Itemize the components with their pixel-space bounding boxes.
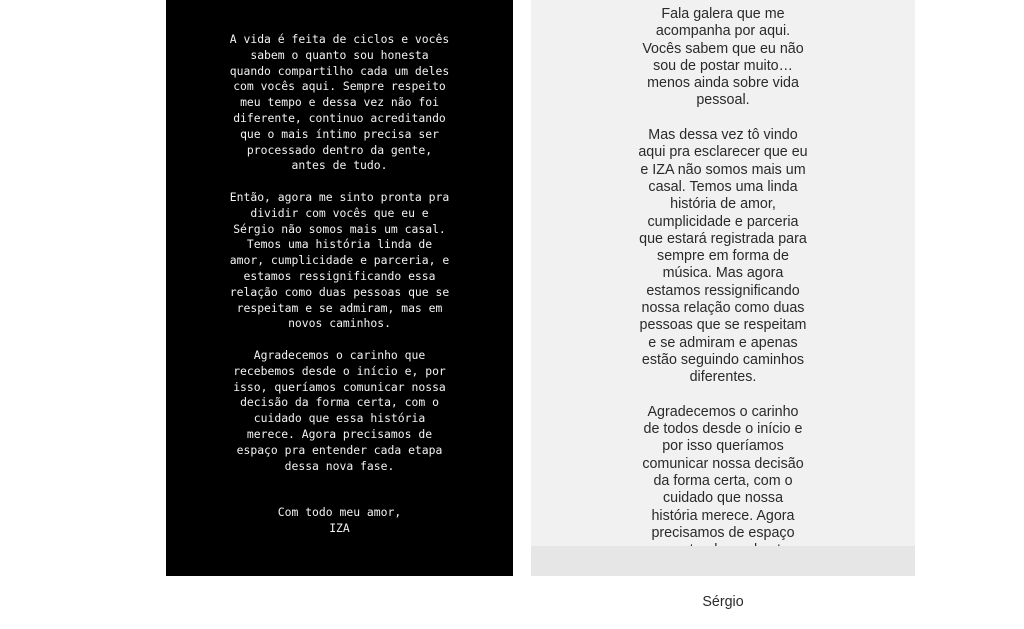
text-line: A vida é feita de ciclos e vocês bbox=[229, 32, 450, 46]
text-line: e IZA não somos mais um bbox=[640, 161, 806, 178]
text-line: amor, cumplicidade e parceria, e bbox=[229, 253, 450, 268]
text-line: e se admiram e apenas bbox=[648, 334, 798, 351]
text-line: história merece. Agora bbox=[651, 507, 795, 524]
text-line: comunicar nossa decisão bbox=[642, 455, 804, 472]
text-line: estão seguindo caminhos bbox=[641, 351, 805, 368]
signature-name: Sérgio bbox=[702, 594, 744, 611]
text-line: sabem o quanto sou honesta bbox=[250, 47, 429, 62]
text-line: cuidado que essa história bbox=[253, 411, 426, 426]
text-line: dessa nova fase. bbox=[284, 458, 395, 473]
signoff-line: Com todo meu amor, bbox=[277, 505, 402, 520]
text-line: Sérgio não somos mais um casal. bbox=[233, 221, 446, 236]
text-line: merece. Agora precisamos de bbox=[246, 426, 433, 441]
text-line: com vocês aqui. Sempre respeito bbox=[233, 79, 446, 94]
text-line: dividir com vocês que eu e bbox=[250, 205, 429, 220]
text-line: processado dentro da gente, bbox=[246, 142, 433, 157]
text-line: Fala galera que me bbox=[661, 6, 785, 22]
text-line: sou de postar muito… bbox=[653, 57, 793, 74]
text-line: estamos ressignificando bbox=[646, 282, 800, 299]
text-line: novos caminhos. bbox=[288, 316, 391, 331]
text-line: Mas dessa vez tô vindo bbox=[648, 127, 798, 144]
sergio-story-text bbox=[531, 6, 915, 629]
text-line: meu tempo e dessa vez não foi bbox=[240, 95, 439, 110]
text-line: sempre em forma de bbox=[657, 248, 789, 265]
text-line: Temos uma história linda de bbox=[246, 237, 433, 252]
text-line: de todos desde o início e bbox=[643, 421, 803, 438]
text-line: da forma certa, com o bbox=[653, 473, 793, 490]
sergio-paragraph-1 bbox=[531, 6, 915, 110]
text-line: pessoas que se respeitam bbox=[639, 317, 807, 334]
text-line: cumplicidade e parceria bbox=[647, 213, 799, 230]
text-line: diferentes. bbox=[689, 369, 757, 386]
text-line: Então, agora me sinto pronta pra bbox=[229, 189, 450, 204]
iza-story-panel bbox=[166, 0, 513, 576]
text-line: por isso queríamos bbox=[662, 438, 784, 455]
iza-signoff bbox=[166, 505, 513, 537]
text-line: isso, queríamos comunicar nossa bbox=[233, 379, 446, 394]
text-line: aqui pra esclarecer que eu bbox=[638, 144, 808, 161]
text-line: cuidado que nossa bbox=[662, 490, 784, 507]
bottom-shade bbox=[531, 546, 915, 576]
sergio-paragraph-2 bbox=[531, 127, 915, 386]
text-line: que estará registrada para bbox=[639, 230, 807, 247]
text-line: pessoal. bbox=[696, 92, 750, 109]
text-line: relação como duas pessoas que se bbox=[229, 284, 450, 299]
iza-paragraph-3 bbox=[166, 348, 513, 474]
text-line: casal. Temos uma linda bbox=[648, 178, 798, 195]
sergio-signoff bbox=[531, 594, 915, 611]
text-line: respeitam e se admiram, mas em bbox=[236, 300, 443, 315]
text-line: que o mais íntimo precisa ser bbox=[240, 126, 439, 141]
text-line: Agradecemos o carinho bbox=[647, 403, 799, 420]
text-line: decisão da forma certa, com o bbox=[240, 395, 439, 410]
iza-paragraph-1 bbox=[166, 32, 513, 174]
text-line: diferente, continuo acreditando bbox=[233, 110, 446, 125]
iza-story-text bbox=[166, 32, 513, 553]
iza-paragraph-2 bbox=[166, 190, 513, 332]
text-line: Vocês sabem que eu não bbox=[642, 40, 804, 57]
text-line: acompanha por aqui. bbox=[655, 23, 791, 40]
text-line: quando compartilho cada um deles bbox=[229, 63, 450, 78]
text-line: espaço pra entender cada etapa bbox=[236, 442, 443, 457]
text-line: nossa relação como duas bbox=[641, 300, 805, 317]
sergio-story-panel bbox=[531, 0, 915, 611]
text-line: Agradecemos o carinho que bbox=[253, 347, 426, 362]
text-line: música. Mas agora bbox=[662, 265, 784, 282]
text-line: menos ainda sobre vida bbox=[647, 75, 799, 92]
text-line: estamos ressignificando essa bbox=[243, 268, 436, 283]
text-line: recebemos desde o início e, por bbox=[233, 363, 446, 378]
text-line: precisamos de espaço bbox=[651, 524, 795, 541]
text-line: história de amor, bbox=[670, 196, 776, 213]
text-line: antes de tudo. bbox=[291, 158, 388, 173]
signature-name: IZA bbox=[329, 521, 350, 536]
